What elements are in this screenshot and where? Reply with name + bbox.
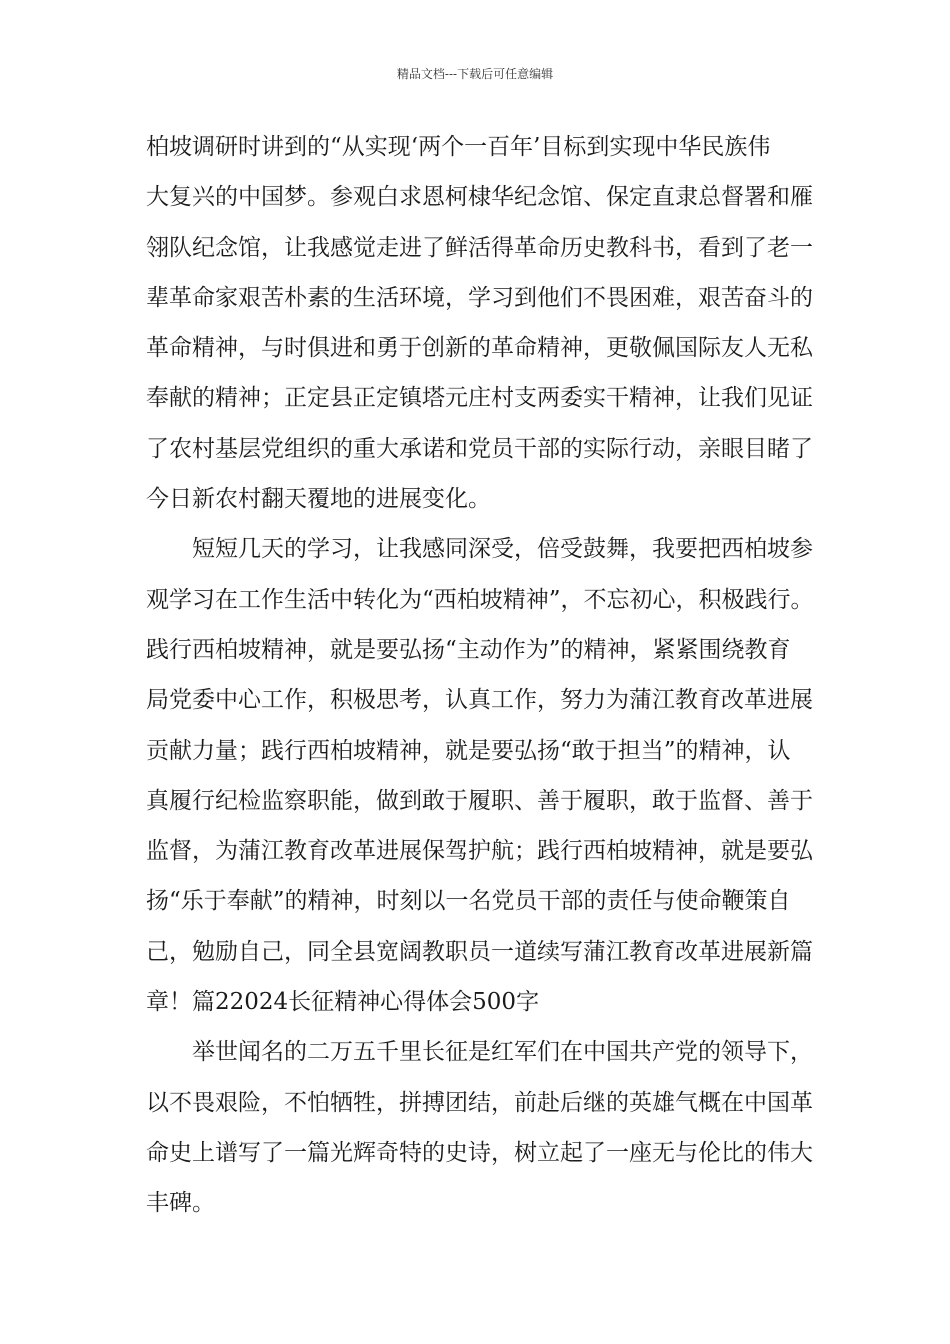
document-body	[146, 122, 818, 1229]
text-line: 大复兴的中国梦。参观白求恩柯棣华纪念馆、保定直隶总督署和雁	[146, 184, 813, 211]
text-line: 短短几天的学习，让我感同深受，倍受鼓舞，我要把西柏坡参	[192, 536, 813, 563]
text-line: 以不畏艰险，不怕牺牲，拼搏团结，前赴后继的英雄气概在中国革	[146, 1089, 813, 1116]
text-line: 翎队纪念馆，让我感觉走进了鲜活得革命历史教科书，看到了老一	[146, 234, 813, 261]
paragraph-3	[146, 1027, 818, 1228]
text-line: 革命精神，与时俱进和勇于创新的革命精神，更敬佩国际友人无私	[146, 335, 813, 362]
text-line: 举世闻名的二万五千里长征是红军们在中国共产党的领导下，	[192, 1039, 813, 1066]
text-line: 践行西柏坡精神，就是要弘扬“主动作为”的精神，紧紧围绕教育	[146, 636, 791, 663]
text-line: 局党委中心工作，积极思考，认真工作，努力为蒲江教育改革进展	[146, 687, 813, 714]
text-line: 辈革命家艰苦朴素的生活环境，学习到他们不畏困难，艰苦奋斗的	[146, 284, 813, 311]
text-line: 了农村基层党组织的重大承诺和党员干部的实际行动，亲眼目睹了	[146, 435, 813, 462]
text-line: 柏坡调研时讲到的“从实现‘两个一百年’目标到实现中华民族伟	[146, 134, 771, 160]
text-line: 扬“乐于奉献”的精神，时刻以一名党员干部的责任与使命鞭策自	[146, 888, 791, 915]
text-line: 命史上谱写了一篇光辉奇特的史诗，树立起了一座无与伦比的伟大	[146, 1139, 813, 1166]
text-line: 丰碑。	[146, 1190, 215, 1217]
paragraph-2	[146, 524, 818, 1027]
text-line: 己，勉励自己，同全县宽阔教职员一道续写蒲江教育改革进展新篇	[146, 938, 813, 965]
page-header: 精品文档---下载后可任意编辑	[396, 67, 554, 81]
text-line: 贡献力量；践行西柏坡精神，就是要弘扬“敢于担当”的精神，认	[146, 737, 791, 764]
text-line: 今日新农村翻天覆地的进展变化。	[146, 486, 491, 513]
text-line: 真履行纪检监察职能，做到敢于履职、善于履职，敢于监督、善于	[146, 787, 813, 814]
paragraph-1	[146, 122, 818, 524]
text-line: 章！篇22024长征精神心得体会500字	[146, 989, 540, 1016]
text-line: 观学习在工作生活中转化为“西柏坡精神”，不忘初心，积极践行。	[146, 586, 814, 613]
text-line: 奉献的精神；正定县正定镇塔元庄村支两委实干精神，让我们见证	[146, 385, 813, 412]
text-line: 监督，为蒲江教育改革进展保驾护航；践行西柏坡精神，就是要弘	[146, 838, 813, 865]
